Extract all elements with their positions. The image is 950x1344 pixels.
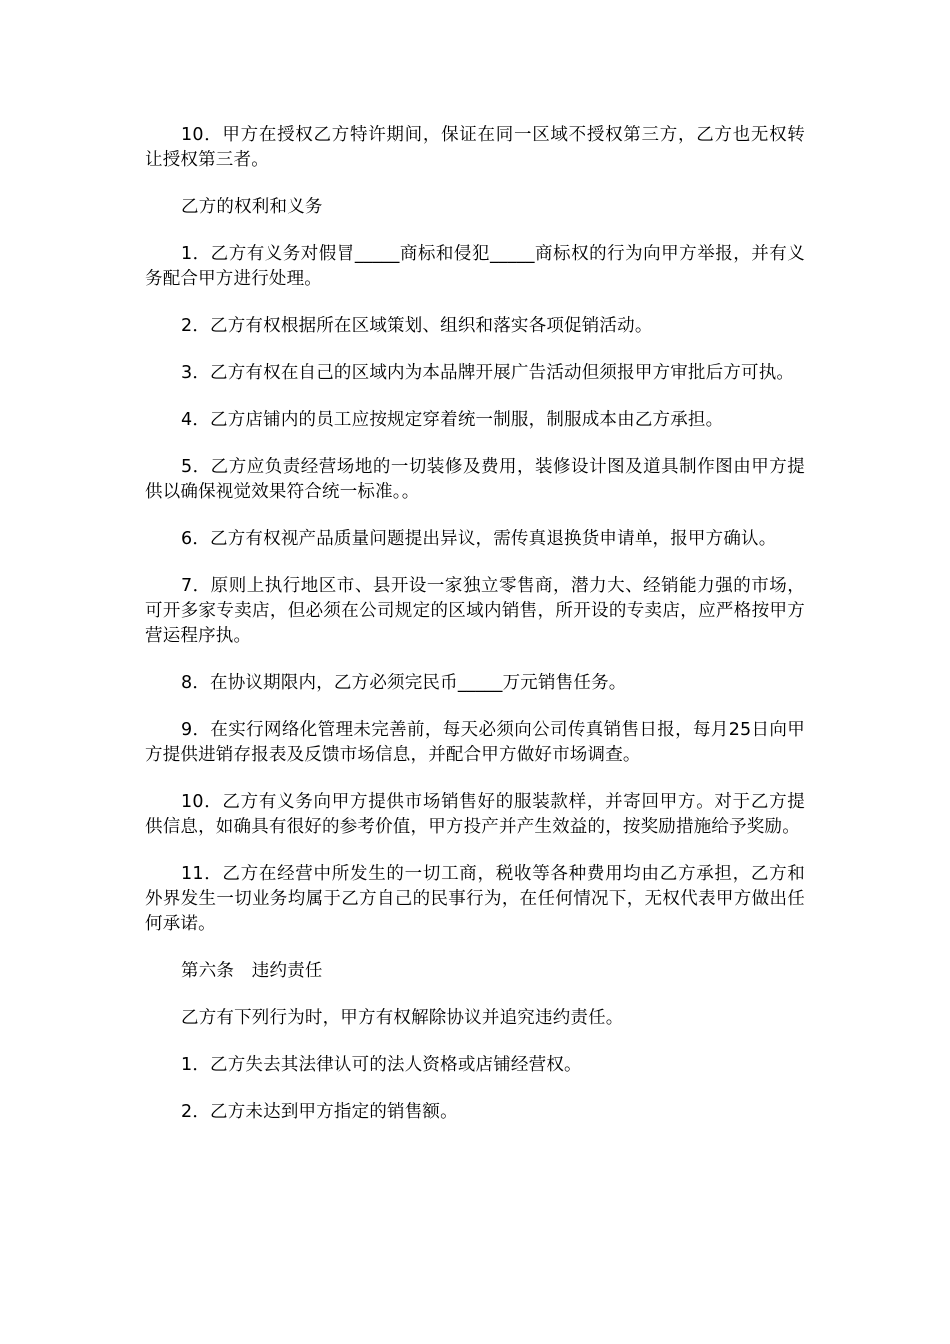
- paragraph-item-10: 10．乙方有义务向甲方提供市场销售好的服装款样，并寄回甲方。对于乙方提供信息，如确具有很好的参考价值，甲方投产并产生效益的，按奖励措施给予奖励。: [145, 792, 805, 837]
- document-body: [145, 123, 805, 1147]
- paragraph-item-2: 2．乙方有权根据所在区域策划、组织和落实各项促销活动。: [181, 316, 653, 336]
- paragraph-item-7: 7．原则上执行地区市、县开设一家独立零售商，潜力大、经销能力强的市场，可开多家专卖店，但必须在公司规定的区域内销售，所开设的专卖店，应严格按甲方营运程序执。: [145, 576, 805, 646]
- paragraph-termination-intro: 乙方有下列行为时，甲方有权解除协议并追究违约责任。: [181, 1008, 624, 1028]
- article-heading-breach-liability: 第六条 违约责任: [181, 961, 323, 981]
- paragraph-termination-item-1: 1．乙方失去其法律认可的法人资格或店铺经营权。: [181, 1055, 582, 1075]
- paragraph-item-9: 9．在实行网络化管理未完善前，每天必须向公司传真销售日报，每月25日向甲方提供进销存报表及反馈市场信息，并配合甲方做好市场调查。: [145, 720, 805, 765]
- paragraph-item-5: 5．乙方应负责经营场地的一切装修及费用，装修设计图及道具制作图由甲方提供以确保视觉效果符合统一标准。。: [145, 457, 805, 502]
- paragraph-item-1: 1．乙方有义务对假冒_____商标和侵犯_____商标权的行为向甲方举报，并有义务配合甲方进行处理。: [145, 244, 805, 289]
- section-heading-party-b-rights: 乙方的权利和义务: [181, 197, 323, 217]
- paragraph-item-6: 6．乙方有权视产品质量问题提出异议，需传真退换货申请单，报甲方确认。: [181, 529, 777, 549]
- paragraph-item-3: 3．乙方有权在自己的区域内为本品牌开展广告活动但须报甲方审批后方可执。: [181, 363, 795, 383]
- paragraph-item-11: 11．乙方在经营中所发生的一切工商，税收等各种费用均由乙方承担，乙方和外界发生一切业务均属于乙方自己的民事行为，在任何情况下，无权代表甲方做出任何承诺。: [145, 864, 805, 934]
- paragraph-termination-item-2: 2．乙方未达到甲方指定的销售额。: [181, 1102, 458, 1122]
- paragraph-licensor-exclusivity: 10．甲方在授权乙方特许期间，保证在同一区域不授权第三方，乙方也无权转让授权第三者。: [145, 125, 805, 170]
- paragraph-item-4: 4．乙方店铺内的员工应按规定穿着统一制服，制服成本由乙方承担。: [181, 410, 724, 430]
- paragraph-item-8: 8．在协议期限内，乙方必须完民币_____万元销售任务。: [181, 673, 627, 693]
